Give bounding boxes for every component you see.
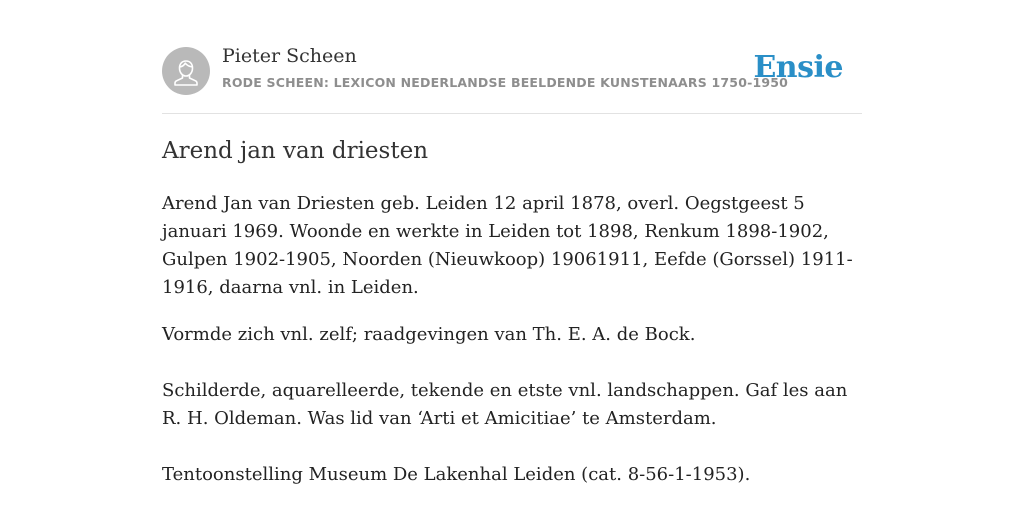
author-avatar[interactable] — [162, 47, 210, 95]
entry-body — [162, 190, 862, 489]
brand-logo[interactable]: Ensie — [753, 50, 843, 85]
user-silhouette-icon — [162, 47, 210, 95]
author-name[interactable]: Pieter Scheen — [222, 45, 357, 67]
paragraph-exhibition: Tentoonstelling Museum De Lakenhal Leiden (cat. 8-56-1-1953). — [162, 464, 751, 485]
entry-card — [162, 0, 862, 485]
source-name[interactable]: RODE SCHEEN: LEXICON NEDERLANDSE BEELDENDE KUNSTENAARS 1750-1950 — [222, 75, 789, 90]
paragraph-training: Vormde zich vnl. zelf; raadgevingen van Th. E. A. de Bock. — [162, 324, 696, 345]
entry-header — [162, 0, 862, 114]
entry-title: Arend jan van driesten — [162, 138, 429, 164]
paragraph-biography: Arend Jan van Driesten geb. Leiden 12 april 1878, overl. Oegstgeest 5 januari 1969. Woonde en werkte in Leiden tot 1898, Renkum 1898-1902, Gulpen 1902-1905, Noorden (Nieuwkoop) 19061911, Eefde (Gorssel) 1911-1916, daarna vnl. in Leiden. — [162, 193, 853, 298]
paragraph-work: Schilderde, aquarelleerde, tekende en etste vnl. landschappen. Gaf les aan R. H. Oldeman. Was lid van ‘Arti et Amicitiae’ te Amsterdam. — [162, 380, 848, 429]
